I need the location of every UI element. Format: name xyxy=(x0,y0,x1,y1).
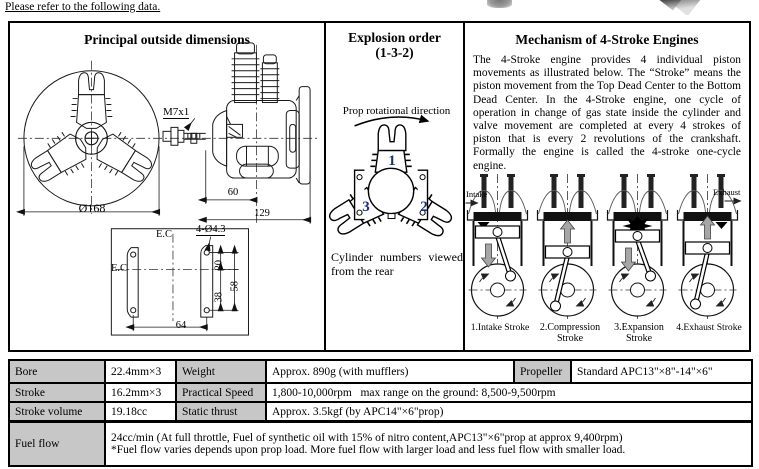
plate-dim-64: 64 xyxy=(175,320,187,331)
plate-holes-label: 4-Ø4.3 xyxy=(196,224,226,235)
cylinder-number-2: 2 xyxy=(420,199,428,215)
fuel-flow-line-2: *Fuel flow varies depends upon prop load. More fuel flow with larger load and less fuel flow with smaller load. xyxy=(111,444,626,456)
cylinder-number-1: 1 xyxy=(388,153,396,169)
panel-explosion-order xyxy=(326,23,465,350)
spec-row-1 xyxy=(9,360,752,383)
spec-practical-speed-value: 1,800-10,000rpm max range on the ground: 8,500-9,500rpm xyxy=(266,383,752,402)
four-stroke-diagram xyxy=(465,23,749,350)
fuel-flow-line-1: 24cc/min (At full throttle, Fuel of synthetic oil with 15% of nitro content,APC13"×6"prop at approx 9,400rpm) xyxy=(111,432,623,444)
spec-table-fuel-flow xyxy=(8,421,753,467)
spec-propeller-label: Propeller xyxy=(514,360,571,383)
intro-text: Please refer to the following data. xyxy=(5,1,161,13)
panel-mechanism xyxy=(465,23,749,350)
prop-direction-label: Prop rotational direction xyxy=(342,105,451,117)
panel-title-dimensions: Principal outside dimensions xyxy=(84,32,250,47)
spec-table-main xyxy=(8,359,753,422)
spec-bore-label: Bore xyxy=(9,360,105,383)
spec-row-2 xyxy=(9,383,752,402)
outside-dimensions-drawing xyxy=(10,23,324,350)
stroke-label-compression: 2.Compression Stroke xyxy=(539,322,601,344)
spec-row-3 xyxy=(9,402,752,421)
spec-bore-value: 22.4mm×3 xyxy=(105,360,176,383)
explosion-caption: Cylinder numbers viewed from the rear xyxy=(331,250,463,278)
stroke-label-expansion: 3.Expansion Stroke xyxy=(614,322,664,344)
spec-propeller-value: Standard APC13"×8"-14"×6" xyxy=(571,360,752,383)
spec-stroke-label: Stroke xyxy=(9,383,105,402)
dim-label-thread: M7x1 xyxy=(163,106,190,118)
spec-stroke-volume-label: Stroke volume xyxy=(9,402,105,421)
plate-dim-38: 38 xyxy=(213,292,225,303)
panel-principal-dimensions xyxy=(10,23,326,350)
mechanism-description: The 4-Stroke engine provides 4 individual piston movements as illustrated below. The “Stroke” means the piston movement from the Top Dead Center to the Bottom Dead Center. In the 4-Stroke engine, one cycle of operation in change of gas state inside the cylinder and valve movement are completed at every 4 strokes of piston that is every 2 revolutions of the crankshaft. Formally the engine is called the 4-stroke one-cycle engine. xyxy=(473,54,741,172)
photo-fragment-right xyxy=(650,0,702,15)
intake-label: Intake xyxy=(466,189,488,199)
spec-static-thrust-label: Static thrust xyxy=(176,402,266,421)
stroke-label-exhaust: 4.Exhaust Stroke xyxy=(676,322,742,333)
spec-fuel-flow-label: Fuel flow xyxy=(9,422,105,466)
panel-subtitle-firing-order: (1-3-2) xyxy=(375,45,414,60)
panel-title-mechanism: Mechanism of 4-Stroke Engines xyxy=(515,32,699,47)
plate-dim-20: 20 xyxy=(213,260,225,271)
data-panels-box xyxy=(8,21,751,352)
spec-weight-value: Approx. 890g (with mufflers) xyxy=(266,360,514,383)
dim-label-129: 129 xyxy=(254,208,270,219)
photo-fragment-left xyxy=(487,0,512,8)
spec-static-thrust-value: Approx. 3.5kgf (by APC14"×6"prop) xyxy=(266,402,752,421)
explosion-order-drawing xyxy=(326,23,463,350)
spec-fuel-flow-value xyxy=(105,422,752,466)
plate-ec-left-label: E.C xyxy=(111,263,128,274)
spec-stroke-value: 16.2mm×3 xyxy=(105,383,176,402)
stroke-label-intake: 1.Intake Stroke xyxy=(470,322,530,333)
panel-title-explosion: Explosion order xyxy=(348,30,441,45)
exhaust-label: Exhaust xyxy=(713,187,741,197)
spec-stroke-volume-value: 19.18cc xyxy=(105,402,176,421)
plate-dim-58: 58 xyxy=(229,281,241,292)
dim-label-60: 60 xyxy=(227,187,239,198)
spec-weight-label: Weight xyxy=(176,360,266,383)
spec-row-fuel xyxy=(9,422,752,466)
spec-practical-speed-label: Practical Speed xyxy=(176,383,266,402)
cylinder-number-3: 3 xyxy=(362,199,370,215)
dim-label-front-diameter: Ø168 xyxy=(78,201,106,215)
plate-ec-top-label: E.C xyxy=(156,229,173,240)
